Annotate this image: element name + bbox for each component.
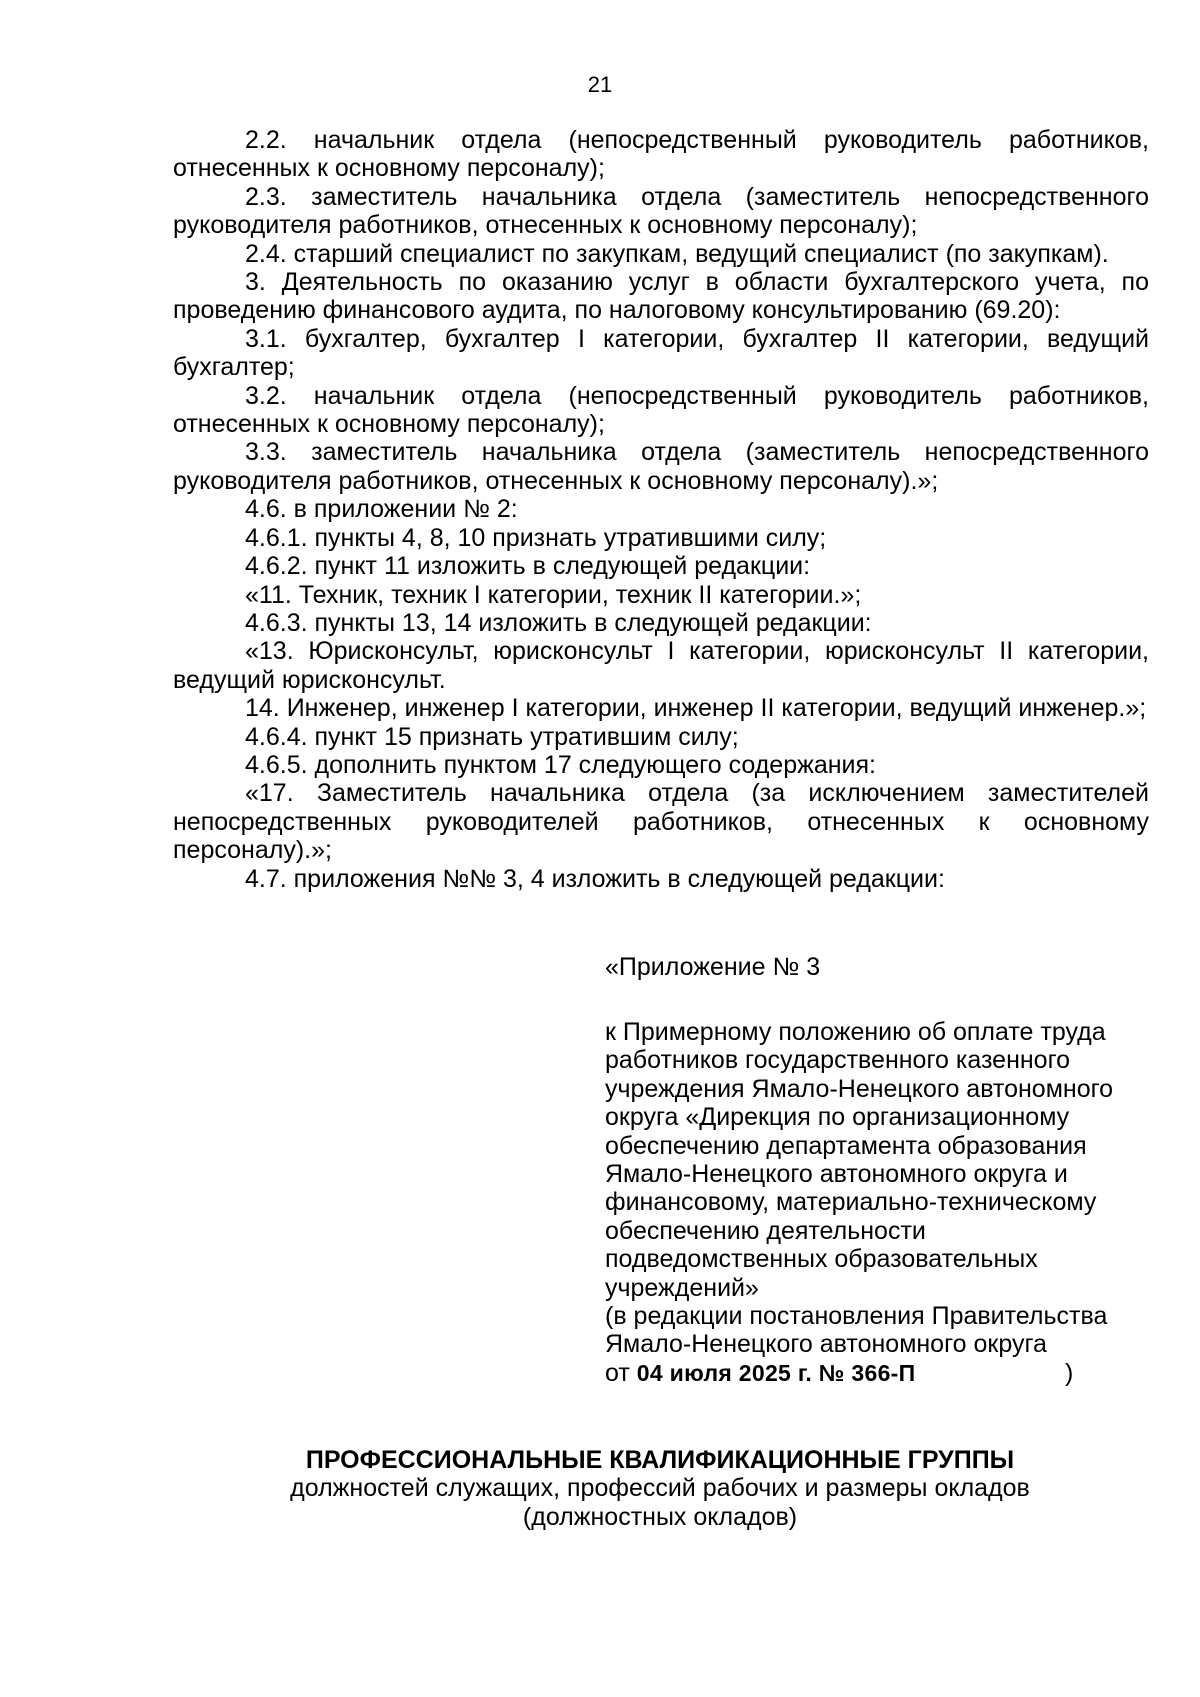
- appendix-line: округа «Дирекция по организационному: [605, 1103, 1070, 1132]
- signature-closing-paren: ): [1065, 1359, 1074, 1387]
- paragraph: 2.3. заместитель начальника отдела (заместитель непосредственного руководителя работников, отнесенных к основному персоналу);: [173, 182, 1149, 240]
- paragraph: 4.6.5. дополнить пунктом 17 следующего содержания:: [245, 750, 876, 779]
- section-heading: [0, 1446, 1200, 1531]
- appendix-line: Ямало-Ненецкого автономного округа: [605, 1330, 1047, 1359]
- appendix-line: учреждений»: [605, 1273, 759, 1302]
- appendix-line: работников государственного казенного: [605, 1046, 1071, 1075]
- appendix-description: [605, 1018, 1165, 1359]
- heading-title: ПРОФЕССИОНАЛЬНЫЕ КВАЛИФИКАЦИОННЫЕ ГРУППЫ: [305, 1446, 1015, 1474]
- appendix-signature-line: [605, 1359, 1165, 1387]
- paragraph: 3. Деятельность по оказанию услуг в области бухгалтерского учета, по проведению финансового аудита, по налоговому консультированию (69.20):: [173, 268, 1149, 325]
- paragraph: «17. Заместитель начальника отдела (за исключением заместителей непосредственных руководителей работников, отнесенных к основному персоналу).»;: [173, 779, 1149, 865]
- paragraph: 4.6.1. пункты 4, 8, 10 признать утратившими силу;: [245, 523, 827, 552]
- appendix-line: обеспечению деятельности: [605, 1216, 926, 1245]
- paragraph: 4.7. приложения №№ 3, 4 изложить в следующей редакции:: [245, 864, 945, 893]
- paragraph: 4.6.2. пункт 11 изложить в следующей редакции:: [245, 552, 811, 581]
- paragraph: 4.6.4. пункт 15 признать утратившим силу;: [245, 722, 739, 751]
- paragraph: 2.2. начальник отдела (непосредственный руководитель работников, отнесенных к основному персоналу);: [173, 126, 1149, 183]
- appendix-line: (в редакции постановления Правительства: [605, 1302, 1108, 1331]
- heading-subtitle-2: (должностных окладов): [522, 1502, 798, 1531]
- signature-date-stamp: 04 июля 2025 г. № 366-П: [636, 1360, 916, 1386]
- appendix-line: к Примерному положению об оплате труда: [605, 1018, 1106, 1046]
- paragraph: 4.6. в приложении № 2:: [245, 495, 518, 524]
- appendix-title: «Приложение № 3: [605, 953, 821, 981]
- paragraph: 2.4. старший специалист по закупкам, ведущий специалист (по закупкам).: [245, 239, 1109, 268]
- paragraph: 3.2. начальник отдела (непосредственный руководитель работников, отнесенных к основному персоналу);: [173, 381, 1149, 439]
- paragraph: 4.6.3. пункты 13, 14 изложить в следующей редакции:: [245, 608, 872, 637]
- signature-prefix: от: [605, 1359, 637, 1387]
- heading-subtitle: должностей служащих, профессий рабочих и размеры окладов: [290, 1474, 1030, 1503]
- appendix-line: обеспечению департамента образования: [605, 1131, 1087, 1160]
- appendix-line: учреждения Ямало-Ненецкого автономного: [605, 1074, 1114, 1103]
- appendix-line: Ямало-Ненецкого автономного округа и: [605, 1160, 1068, 1189]
- document-body: [173, 126, 1149, 893]
- paragraph: 3.3. заместитель начальника отдела (заместитель непосредственного руководителя работников, отнесенных к основному персоналу).»;: [173, 438, 1149, 495]
- paragraph: «11. Техник, техник I категории, техник II категории.»;: [245, 580, 862, 609]
- paragraph: 3.1. бухгалтер, бухгалтер I категории, бухгалтер II категории, ведущий бухгалтер;: [173, 324, 1149, 382]
- paragraph: «13. Юрисконсульт, юрисконсульт I категории, юрисконсульт II категории, ведущий юрисконсульт.: [173, 637, 1149, 694]
- page-number: 21: [587, 72, 613, 97]
- appendix-line: финансовому, материально-техническому: [605, 1188, 1097, 1217]
- appendix-line: подведомственных образовательных: [605, 1245, 1038, 1274]
- paragraph: 14. Инженер, инженер I категории, инженер II категории, ведущий инженер.»;: [245, 694, 1147, 723]
